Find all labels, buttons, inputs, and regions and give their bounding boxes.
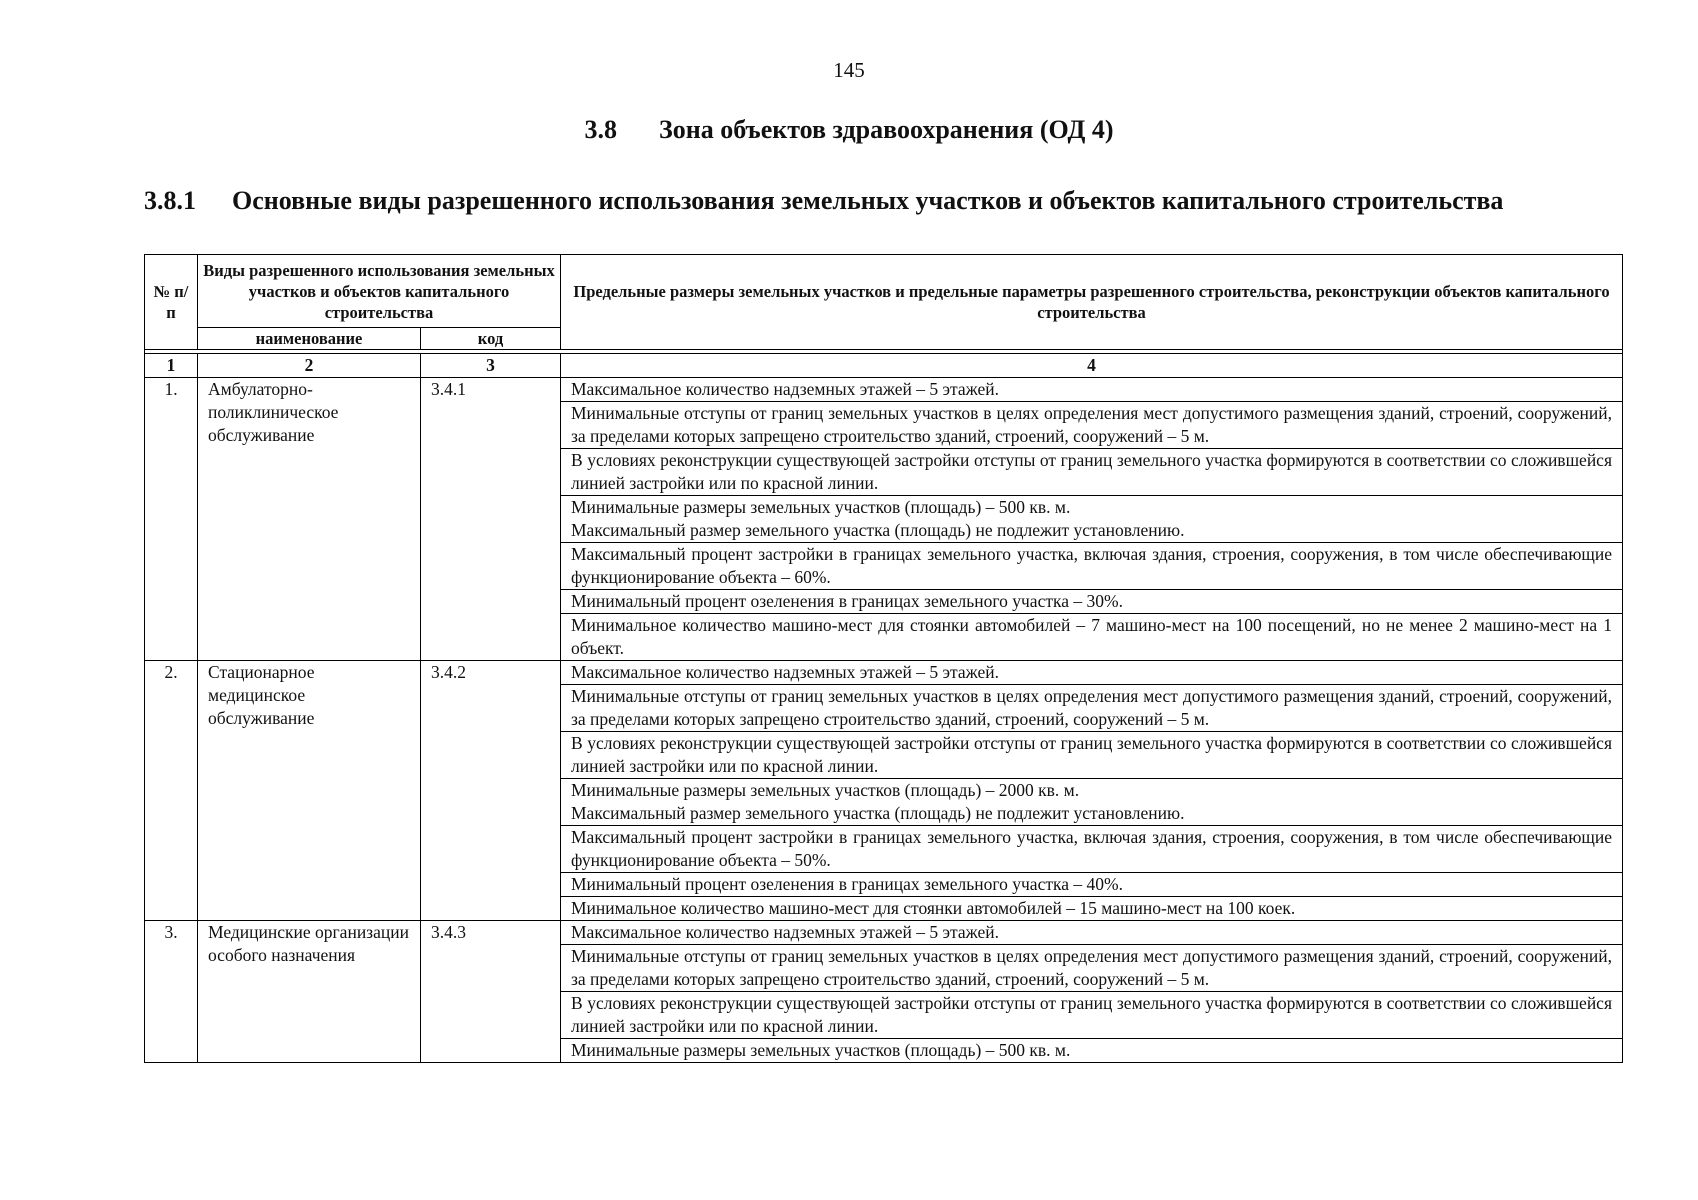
parameter-text: В условиях реконструкции существующей застройки отступы от границ земельного участка формируются в соответствии со сложившейся линией застройки или по красной линии. bbox=[561, 732, 1623, 779]
table-row bbox=[145, 661, 1623, 685]
column-number: 3 bbox=[421, 354, 561, 378]
parameter-text: Минимальные размеры земельных участков (площадь) – 500 кв. м. bbox=[561, 1039, 1623, 1063]
parameter-text: Минимальное количество машино-мест для стоянки автомобилей – 15 машино-мест на 100 коек. bbox=[561, 897, 1623, 921]
parameter-text: Максимальный процент застройки в границах земельного участка, включая здания, строения, сооружения, в том числе обеспечивающие функционирование объекта – 50%. bbox=[561, 826, 1623, 873]
table-body bbox=[145, 378, 1623, 1063]
parameter-text: Минимальные отступы от границ земельных участков в целях определения мест допустимого размещения зданий, строений, сооружений, за пределами которых запрещено строительство зданий, строений, сооружений – 5 м. bbox=[561, 402, 1623, 449]
header-limits: Предельные размеры земельных участков и предельные параметры разрешенного строительства, реконструкции объектов капитального строительства bbox=[561, 255, 1623, 350]
parameter-text: Минимальный процент озеленения в границах земельного участка – 30%. bbox=[561, 590, 1623, 614]
use-type-name: Медицинские организации особого назначения bbox=[198, 921, 421, 1063]
use-type-name: Амбулаторно-поликлиническое обслуживание bbox=[198, 378, 421, 661]
header-types: Виды разрешенного использования земельных участков и объектов капитального строительства bbox=[198, 255, 561, 328]
page-number: 145 bbox=[833, 58, 865, 82]
row-index: 2. bbox=[145, 661, 198, 921]
parameter-text: Минимальные отступы от границ земельных участков в целях определения мест допустимого размещения зданий, строений, сооружений, за пределами которых запрещено строительство зданий, строений, сооружений – 5 м. bbox=[561, 945, 1623, 992]
parameter-text: В условиях реконструкции существующей застройки отступы от границ земельного участка формируются в соответствии со сложившейся линией застройки или по красной линии. bbox=[561, 992, 1623, 1039]
table-row bbox=[145, 378, 1623, 402]
row-index: 3. bbox=[145, 921, 198, 1063]
subsection-number: 3.8.1 bbox=[144, 186, 196, 215]
subsection-title: Основные виды разрешенного использования земельных участков и объектов капитального строительства bbox=[232, 186, 1504, 215]
header-name: наименование bbox=[198, 328, 421, 350]
header-code: код bbox=[421, 328, 561, 350]
parameter-text: Минимальные отступы от границ земельных участков в целях определения мест допустимого размещения зданий, строений, сооружений, за пределами которых запрещено строительство зданий, строений, сооружений – 5 м. bbox=[561, 685, 1623, 732]
section-number: 3.8 bbox=[584, 115, 617, 144]
parameter-text: Максимальное количество надземных этажей – 5 этажей. bbox=[561, 661, 1623, 685]
table-row bbox=[145, 921, 1623, 945]
parameter-text: Максимальное количество надземных этажей – 5 этажей. bbox=[561, 378, 1623, 402]
use-type-code: 3.4.2 bbox=[421, 661, 561, 921]
parameter-text: Максимальное количество надземных этажей – 5 этажей. bbox=[561, 921, 1623, 945]
use-type-code: 3.4.1 bbox=[421, 378, 561, 661]
column-number: 1 bbox=[145, 354, 198, 378]
column-number: 4 bbox=[561, 354, 1623, 378]
subsection-heading bbox=[144, 186, 1624, 216]
use-type-code: 3.4.3 bbox=[421, 921, 561, 1063]
parameter-text: Минимальный процент озеленения в границах земельного участка – 40%. bbox=[561, 873, 1623, 897]
land-use-table bbox=[144, 254, 1623, 1063]
parameter-text: Минимальное количество машино-мест для стоянки автомобилей – 7 машино-мест на 100 посещений, но не менее 2 машино-мест на 1 объект. bbox=[561, 614, 1623, 661]
section-heading bbox=[0, 115, 1698, 145]
row-index: 1. bbox=[145, 378, 198, 661]
header-no: № п/п bbox=[145, 255, 198, 350]
parameter-text: В условиях реконструкции существующей застройки отступы от границ земельного участка формируются в соответствии со сложившейся линией застройки или по красной линии. bbox=[561, 449, 1623, 496]
use-type-name: Стационарное медицинское обслуживание bbox=[198, 661, 421, 921]
section-title: Зона объектов здравоохранения (ОД 4) bbox=[658, 115, 1114, 144]
column-number: 2 bbox=[198, 354, 421, 378]
parameter-text: Минимальные размеры земельных участков (площадь) – 500 кв. м. Максимальный размер земельного участка (площадь) не подлежит установлению. bbox=[561, 496, 1623, 543]
parameter-text: Максимальный процент застройки в границах земельного участка, включая здания, строения, сооружения, в том числе обеспечивающие функционирование объекта – 60%. bbox=[561, 543, 1623, 590]
parameter-text: Минимальные размеры земельных участков (площадь) – 2000 кв. м. Максимальный размер земельного участка (площадь) не подлежит установлению. bbox=[561, 779, 1623, 826]
